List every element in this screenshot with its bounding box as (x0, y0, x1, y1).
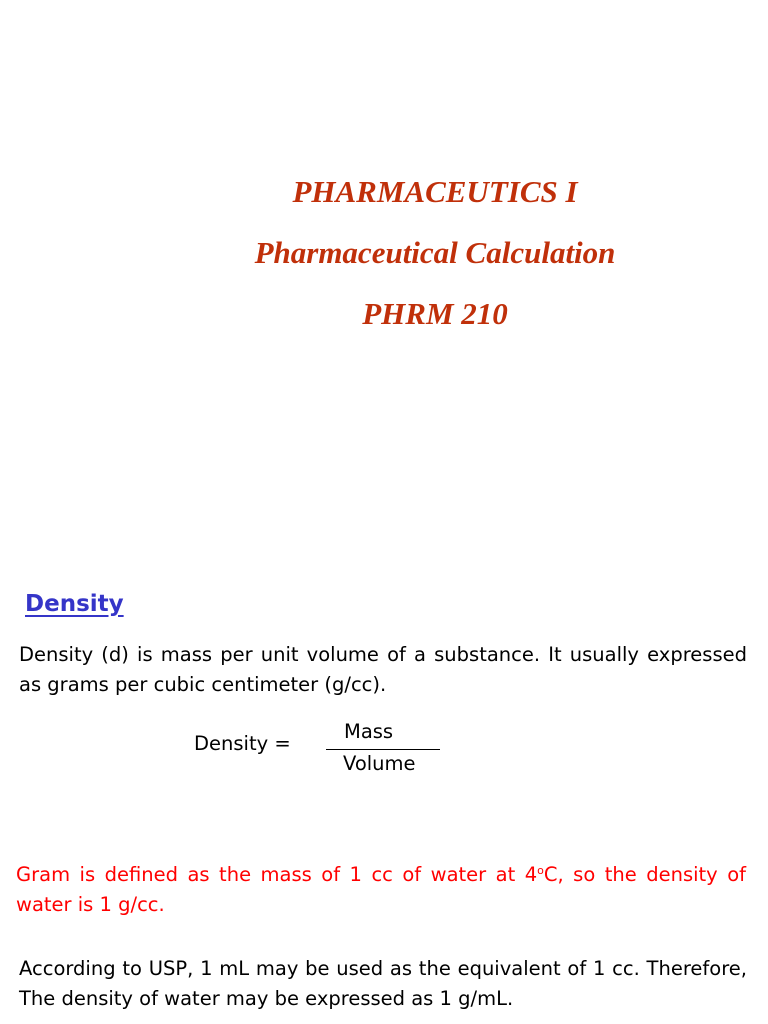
course-title: PHARMACEUTICS I (292, 174, 578, 209)
section-heading-density: Density (25, 591, 124, 617)
course-code: PHRM 210 (362, 296, 508, 331)
formula-denominator: Volume (343, 752, 416, 775)
gram-definition-note (16, 856, 746, 920)
usp-note: According to USP, 1 mL may be used as the equivalent of 1 cc. Therefore, The density of water may be expressed as 1 g/mL. (19, 957, 747, 1010)
note-text-start: Gram is defined as the mass of 1 cc of water at 4 (16, 863, 538, 886)
note-text-end: C, so the density of water is 1 g/cc. (16, 863, 746, 916)
degree-symbol: o (537, 864, 544, 877)
course-subtitle: Pharmaceutical Calculation (254, 235, 616, 270)
fraction-bar (326, 749, 440, 750)
formula-numerator: Mass (344, 720, 394, 743)
density-definition: Density (d) is mass per unit volume of a substance. It usually expressed as grams per cubic centimeter (g/cc). (19, 643, 747, 696)
formula-label: Density = (194, 732, 291, 755)
